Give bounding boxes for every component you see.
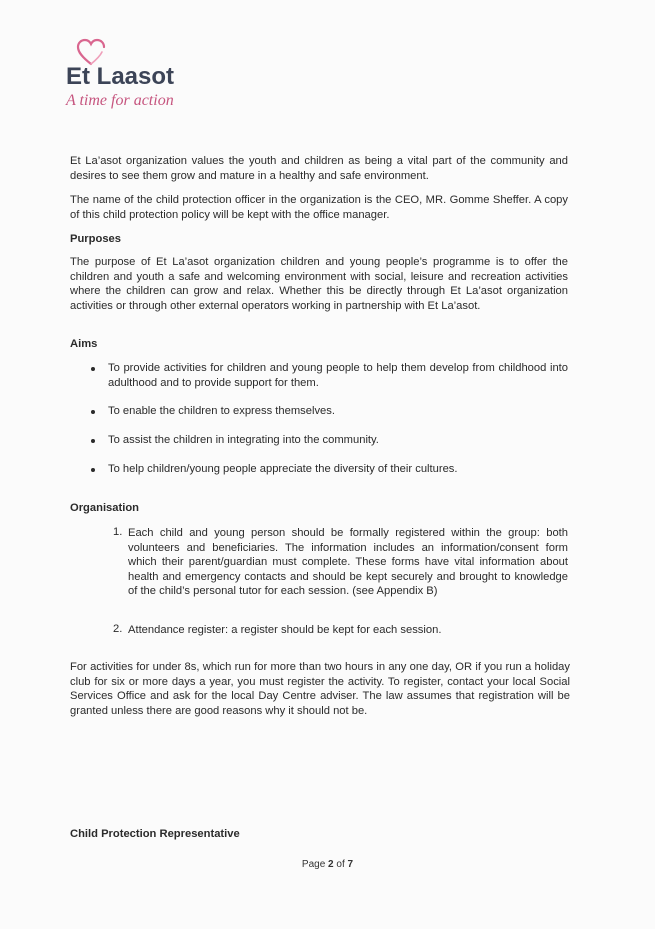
aims-item: To help children/young people appreciate the diversity of their cultures. bbox=[108, 463, 458, 475]
of-label: of bbox=[336, 859, 345, 870]
total-pages-number: 7 bbox=[347, 859, 354, 870]
aims-item: To assist the children in integrating into the community. bbox=[108, 434, 379, 446]
purposes-paragraph: The purpose of Et La’asot organization children and young people’s programme is to offer the children and youth a safe and welcoming environment with social, leisure and recreation activities where the children can grow and relax. Whether this be directly through Et La’asot organization activities or through other external operators working in partnership with Et La’asot. bbox=[70, 256, 568, 312]
logo-title: Et Laasot bbox=[66, 63, 175, 90]
list-number: 2. bbox=[113, 623, 123, 635]
heart-logo-icon bbox=[76, 38, 106, 66]
list-number: 1. bbox=[113, 526, 123, 538]
page-label: Page bbox=[301, 859, 326, 870]
intro-paragraph-2: The name of the child protection officer in the organization is the CEO, MR. Gomme Sheffer. A copy of this child protection policy will be kept with the office manager. bbox=[70, 194, 568, 221]
child-protection-heading: Child Protection Representative bbox=[70, 828, 240, 840]
purposes-heading: Purposes bbox=[70, 233, 121, 245]
aims-item: To enable the children to express themselves. bbox=[108, 405, 335, 417]
intro-paragraph-1: Et La’asot organization values the youth and children as being a vital part of the community and desires to see them grow and mature in a healthy and safe environment. bbox=[70, 155, 568, 182]
bullet-dot bbox=[91, 439, 95, 443]
current-page-number: 2 bbox=[328, 859, 334, 870]
bullet-dot bbox=[91, 468, 95, 472]
bullet-dot bbox=[91, 410, 95, 414]
aims-item: To provide activities for children and young people to help them develop from childhood into adulthood and to provide support for them. bbox=[108, 362, 568, 389]
organisation-item: Each child and young person should be formally registered within the group: both volunteers and beneficiaries. The information includes an information/consent form which their parent/guardian must complete. These forms have vital information about health and emergency contacts and should be kept securely and brought to knowledge of the child’s personal tutor for each session. (see Appendix B) bbox=[128, 527, 568, 597]
page-footer bbox=[0, 859, 655, 870]
organisation-item: Attendance register: a register should be kept for each session. bbox=[128, 624, 442, 636]
bullet-dot bbox=[91, 367, 95, 371]
organisation-heading: Organisation bbox=[70, 502, 139, 514]
logo-tagline: A time for action bbox=[66, 92, 174, 109]
registration-paragraph: For activities for under 8s, which run for more than two hours in any one day, OR if you run a holiday club for six or more days a year, you must register the activity. To register, contact your local Social Services Office and ask for the local Day Centre adviser. The law assumes that registration will be granted unless there are good reasons why it should not be. bbox=[70, 661, 570, 717]
aims-heading: Aims bbox=[70, 338, 98, 350]
